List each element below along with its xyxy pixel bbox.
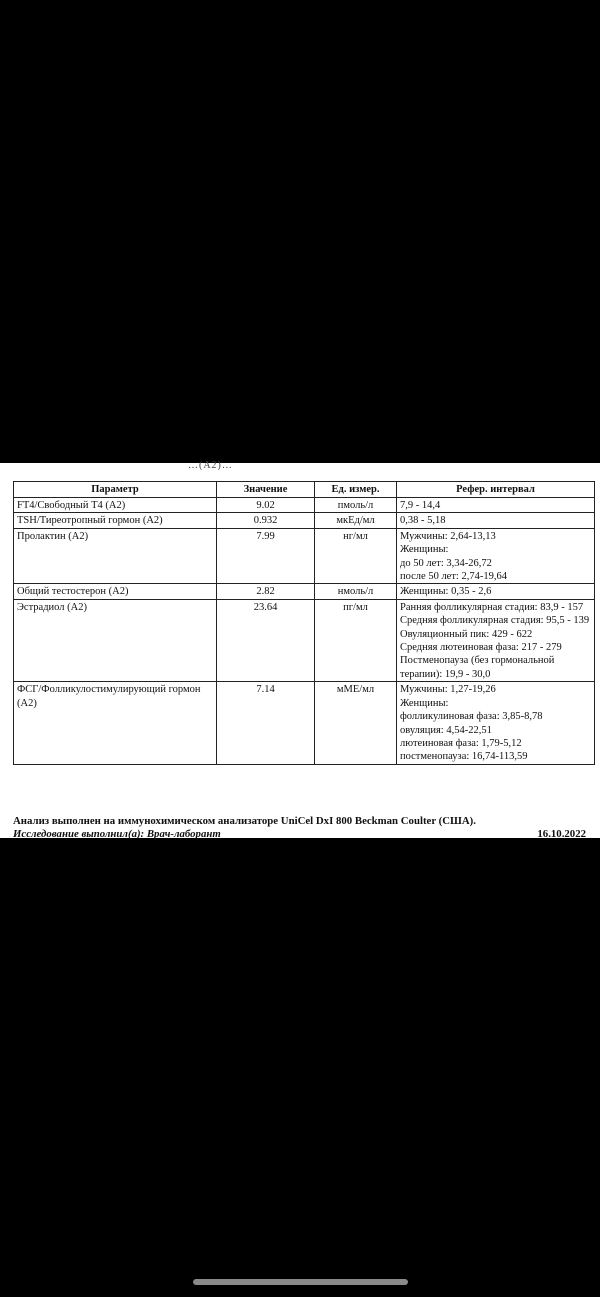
ref-line: Женщины: 0,35 - 2,6	[400, 586, 492, 598]
table-row	[14, 682, 595, 764]
lab-report-page	[0, 460, 600, 840]
unit-cell: пмоль/л	[315, 498, 397, 513]
value-cell: 2.82	[217, 584, 315, 599]
ref-line: Средняя фолликулярная стадия: 95,5 - 139	[400, 615, 590, 627]
performed-by-line	[13, 828, 594, 838]
ref-line: Овуляционный пик: 429 - 622	[400, 628, 533, 640]
results-table	[13, 481, 595, 765]
table-row	[14, 528, 595, 584]
table-row	[14, 599, 595, 681]
ref-line: овуляция: 4,54-22,51	[400, 724, 492, 736]
ref-line: лютеиновая фаза: 1,79-5,12	[400, 737, 522, 749]
param-cell: Эстрадиол (А2)	[14, 599, 217, 681]
ref-cell	[397, 528, 595, 584]
ref-cell	[397, 682, 595, 764]
header-value: Значение	[217, 482, 315, 498]
home-indicator[interactable]	[193, 1279, 408, 1285]
value-cell: 7.14	[217, 682, 315, 764]
param-cell: FT4/Свободный Т4 (А2)	[14, 498, 217, 513]
ref-line: Женщины:	[400, 697, 449, 709]
param-cell: Общий тестостерон (А2)	[14, 584, 217, 599]
value-cell: 0.932	[217, 513, 315, 528]
value-cell: 7.99	[217, 528, 315, 584]
header-param: Параметр	[14, 482, 217, 498]
param-cell: ФСГ/Фолликулостимулирующий гормон (А2)	[14, 682, 217, 764]
report-date: 16.10.2022	[537, 828, 586, 840]
table-row	[14, 584, 595, 599]
performed-by: Исследование выполнил(а): Врач-лаборант	[13, 828, 221, 840]
ref-line: Постменопауза (без гормональной терапии): 19,9 - 30,0	[400, 655, 555, 680]
table-header-row	[14, 482, 595, 498]
table-row	[14, 498, 595, 513]
ref-cell	[397, 498, 595, 513]
ref-cell	[397, 513, 595, 528]
unit-cell: мМЕ/мл	[315, 682, 397, 764]
param-cell: TSH/Тиреотропный гормон (А2)	[14, 513, 217, 528]
ref-line: 7,9 - 14,4	[400, 500, 441, 511]
ref-line: Мужчины: 1,27-19,26	[400, 684, 496, 696]
header-unit: Ед. измер.	[315, 482, 397, 498]
ref-line: фолликулиновая фаза: 3,85-8,78	[400, 711, 543, 723]
ref-line: постменопауза: 16,74-113,59	[400, 751, 528, 763]
unit-cell: мкЕд/мл	[315, 513, 397, 528]
ref-line: 0,38 - 5,18	[400, 515, 446, 527]
ref-line: Ранняя фолликулярная стадия: 83,9 - 157	[400, 601, 584, 613]
ref-line: Женщины:	[400, 544, 449, 556]
ref-line: Мужчины: 2,64-13,13	[400, 530, 496, 542]
unit-cell: нмоль/л	[315, 584, 397, 599]
analyzer-note: Анализ выполнен на иммунохимическом анализаторе UniCel DxI 800 Beckman Coulter (США).	[13, 815, 476, 827]
table-row	[14, 513, 595, 528]
unit-cell: нг/мл	[315, 528, 397, 584]
value-cell: 23.64	[217, 599, 315, 681]
ref-cell	[397, 599, 595, 681]
ref-line: до 50 лет: 3,34-26,72	[400, 557, 492, 569]
ref-cell	[397, 584, 595, 599]
param-cell: Пролактин (А2)	[14, 528, 217, 584]
unit-cell: пг/мл	[315, 599, 397, 681]
ref-line: после 50 лет: 2,74-19,64	[400, 571, 507, 583]
value-cell: 9.02	[217, 498, 315, 513]
table-body	[14, 498, 595, 765]
cut-header-fragment: …(А2)…	[188, 460, 233, 471]
header-ref: Рефер. интервал	[397, 482, 595, 498]
ref-line: Средняя лютеиновая фаза: 217 - 279	[400, 642, 562, 654]
